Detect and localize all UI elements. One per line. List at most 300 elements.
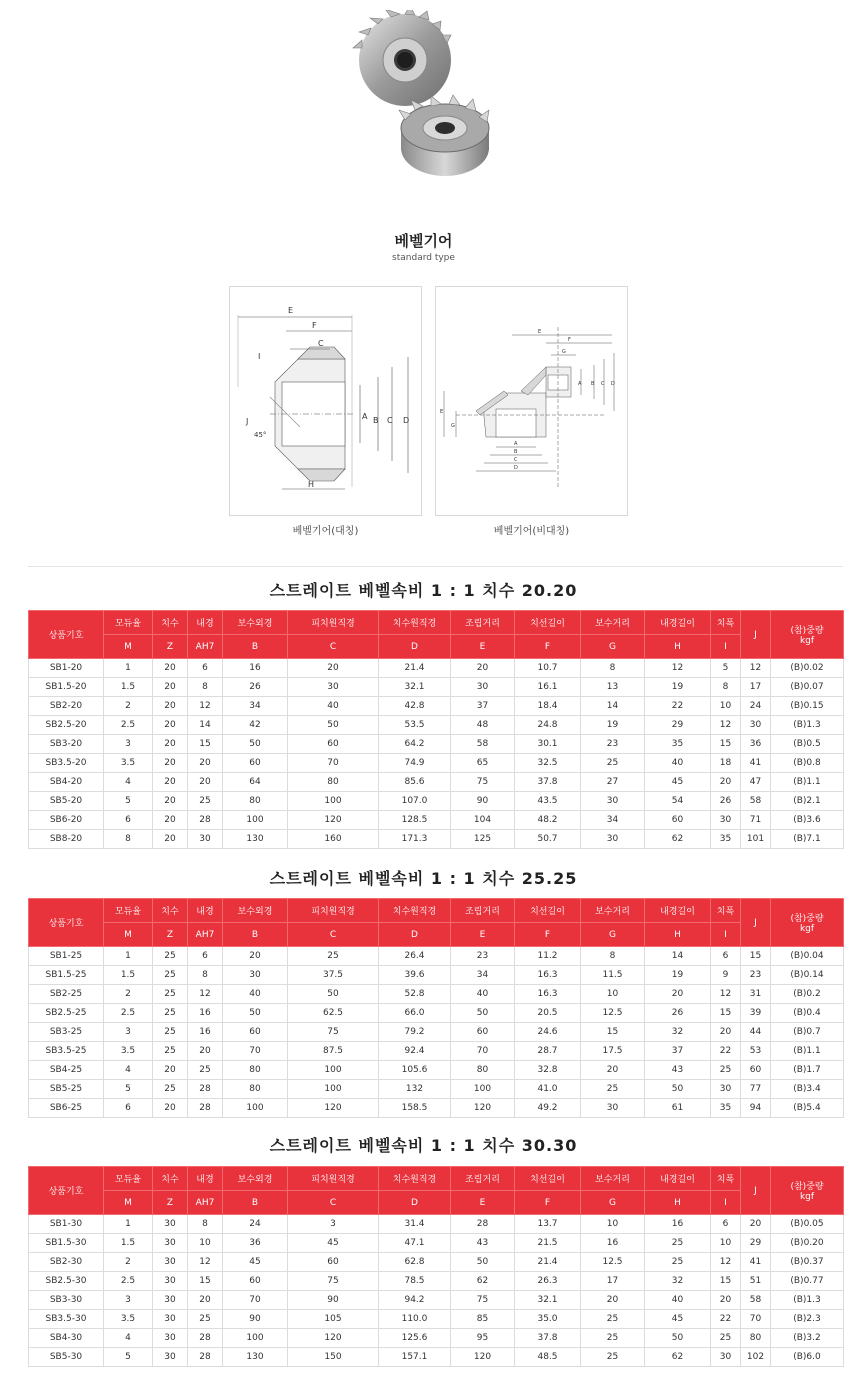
table-cell: 25 xyxy=(581,754,645,773)
table-cell: 25 xyxy=(153,947,188,966)
table-cell: 21.4 xyxy=(379,659,451,678)
table-cell: (B)0.05 xyxy=(771,1215,844,1234)
table-cell: 12 xyxy=(711,985,741,1004)
column-header: 내경 xyxy=(188,611,223,635)
dim-label-c2: C xyxy=(514,457,518,463)
table-row xyxy=(29,735,844,754)
table-cell: 1 xyxy=(104,947,153,966)
table-cell: 120 xyxy=(451,1348,515,1367)
table-cell: 100 xyxy=(223,811,288,830)
table-cell: 49.2 xyxy=(515,1099,581,1118)
table-cell: 20.5 xyxy=(515,1004,581,1023)
table-cell: 20 xyxy=(153,659,188,678)
table-cell: 58 xyxy=(741,1291,771,1310)
column-header: (참)중량 kgf xyxy=(771,1167,844,1215)
table-cell: 35.0 xyxy=(515,1310,581,1329)
table-row xyxy=(29,966,844,985)
table-cell: 61 xyxy=(645,1099,711,1118)
table-cell: 12 xyxy=(711,1253,741,1272)
table-row xyxy=(29,1061,844,1080)
table-cell: 30 xyxy=(153,1234,188,1253)
table-cell: 30 xyxy=(581,830,645,849)
table-cell: 45 xyxy=(645,1310,711,1329)
column-header: J xyxy=(741,611,771,659)
table-cell: 62 xyxy=(645,830,711,849)
table-cell: 10 xyxy=(581,985,645,1004)
table-cell: (B)2.3 xyxy=(771,1310,844,1329)
table-cell: 20 xyxy=(288,659,379,678)
column-header: 조립거리 xyxy=(451,1167,515,1191)
column-subheader: D xyxy=(379,635,451,659)
table-cell: (B)1.3 xyxy=(771,1291,844,1310)
dim-label-f: F xyxy=(568,337,571,343)
table-cell: 50 xyxy=(223,1004,288,1023)
column-header: 조립거리 xyxy=(451,899,515,923)
table-row xyxy=(29,754,844,773)
table-cell: 12 xyxy=(188,697,223,716)
table-cell: 60 xyxy=(645,811,711,830)
table-cell: 14 xyxy=(645,947,711,966)
table-cell: 70 xyxy=(223,1291,288,1310)
column-header: 치수원직경 xyxy=(379,899,451,923)
diagram-asymmetric xyxy=(435,286,628,516)
table-cell: 37.8 xyxy=(515,773,581,792)
table-cell: 87.5 xyxy=(288,1042,379,1061)
table-row xyxy=(29,678,844,697)
product-code-cell: SB1-25 xyxy=(29,947,104,966)
table-cell: 100 xyxy=(288,792,379,811)
table-cell: (B)0.7 xyxy=(771,1023,844,1042)
table-cell: (B)0.14 xyxy=(771,966,844,985)
table-cell: 30 xyxy=(288,678,379,697)
product-title-block xyxy=(0,230,847,263)
table-cell: 1.5 xyxy=(104,966,153,985)
table-cell: 65 xyxy=(451,754,515,773)
product-code-cell: SB6-25 xyxy=(29,1099,104,1118)
table-cell: 58 xyxy=(741,792,771,811)
table-cell: 25 xyxy=(153,985,188,1004)
table-cell: 45 xyxy=(288,1234,379,1253)
column-subheader: C xyxy=(288,923,379,947)
dim-label-j: J xyxy=(246,417,249,426)
table-cell: 2.5 xyxy=(104,1272,153,1291)
table-cell: 3 xyxy=(104,1023,153,1042)
table-cell: 25 xyxy=(153,1004,188,1023)
table-cell: 130 xyxy=(223,1348,288,1367)
table-cell: 45 xyxy=(223,1253,288,1272)
table-cell: 16 xyxy=(645,1215,711,1234)
product-code-cell: SB2.5-20 xyxy=(29,716,104,735)
product-code-cell: SB4-20 xyxy=(29,773,104,792)
product-code-cell: SB2-25 xyxy=(29,985,104,1004)
table-cell: 12 xyxy=(188,1253,223,1272)
table-cell: 20 xyxy=(153,697,188,716)
table-cell: 37.8 xyxy=(515,1329,581,1348)
table-cell: 16.3 xyxy=(515,966,581,985)
table-cell: 31 xyxy=(741,985,771,1004)
table-cell: 30 xyxy=(153,1291,188,1310)
table-cell: 70 xyxy=(451,1042,515,1061)
table-cell: 43 xyxy=(451,1234,515,1253)
product-code-cell: SB5-20 xyxy=(29,792,104,811)
dim-label-a2: A xyxy=(514,441,518,447)
table-cell: 12 xyxy=(645,659,711,678)
table-cell: (B)0.4 xyxy=(771,1004,844,1023)
table-cell: 24 xyxy=(741,697,771,716)
table-cell: 64 xyxy=(223,773,288,792)
table-row xyxy=(29,1291,844,1310)
product-code-cell: SB1-30 xyxy=(29,1215,104,1234)
table-cell: 26 xyxy=(645,1004,711,1023)
product-subtitle: standard type xyxy=(392,253,455,263)
column-subheader: M xyxy=(104,1191,153,1215)
table-cell: 30 xyxy=(153,1272,188,1291)
table-cell: 20 xyxy=(153,1099,188,1118)
table-cell: 51 xyxy=(741,1272,771,1291)
column-header: 피치원직경 xyxy=(288,611,379,635)
column-subheader: E xyxy=(451,923,515,947)
table-cell: 10 xyxy=(188,1234,223,1253)
column-header: 치폭 xyxy=(711,611,741,635)
table-cell: 16 xyxy=(223,659,288,678)
product-code-cell: SB3.5-25 xyxy=(29,1042,104,1061)
table-cell: 8 xyxy=(711,678,741,697)
table-cell: 94 xyxy=(741,1099,771,1118)
table-row xyxy=(29,1215,844,1234)
table-cell: 4 xyxy=(104,1061,153,1080)
dim-label-e2: E xyxy=(440,409,444,415)
table-cell: 5 xyxy=(104,792,153,811)
table-cell: 25 xyxy=(711,1329,741,1348)
table-cell: 20 xyxy=(188,1291,223,1310)
product-code-cell: SB2.5-25 xyxy=(29,1004,104,1023)
table-cell: 60 xyxy=(451,1023,515,1042)
column-header: 치폭 xyxy=(711,899,741,923)
product-code-cell: SB6-20 xyxy=(29,811,104,830)
product-code-cell: SB2-20 xyxy=(29,697,104,716)
table-row xyxy=(29,1099,844,1118)
table-cell: (B)1.3 xyxy=(771,716,844,735)
table-cell: 40 xyxy=(645,1291,711,1310)
table-cell: 100 xyxy=(451,1080,515,1099)
table-cell: 62 xyxy=(645,1348,711,1367)
table-cell: 50 xyxy=(645,1080,711,1099)
table-cell: 80 xyxy=(223,1080,288,1099)
table-cell: 23 xyxy=(741,966,771,985)
table-cell: 60 xyxy=(288,735,379,754)
table-cell: 20 xyxy=(581,1061,645,1080)
table-cell: 25 xyxy=(188,792,223,811)
table-cell: 26 xyxy=(223,678,288,697)
product-code-cell: SB2.5-30 xyxy=(29,1272,104,1291)
table-cell: 25 xyxy=(153,1023,188,1042)
table-cell: 20 xyxy=(223,947,288,966)
column-header: J xyxy=(741,1167,771,1215)
table-cell: 12 xyxy=(188,985,223,1004)
column-header: (참)중량 kgf xyxy=(771,611,844,659)
column-header: 치수 xyxy=(153,611,188,635)
dim-label-c: C xyxy=(318,339,324,348)
table-cell: 34 xyxy=(451,966,515,985)
table-cell: 41 xyxy=(741,1253,771,1272)
table-cell: 35 xyxy=(645,735,711,754)
table-cell: 24 xyxy=(223,1215,288,1234)
table-cell: 22 xyxy=(645,697,711,716)
product-code-cell: SB4-30 xyxy=(29,1329,104,1348)
column-header: 상품기호 xyxy=(29,899,104,947)
product-code-cell: SB1.5-25 xyxy=(29,966,104,985)
column-subheader: Z xyxy=(153,635,188,659)
column-header: (참)중량 kgf xyxy=(771,899,844,947)
table-cell: 100 xyxy=(223,1099,288,1118)
table-cell: 6 xyxy=(104,811,153,830)
table-cell: 30 xyxy=(711,1080,741,1099)
column-header: 보수외경 xyxy=(223,1167,288,1191)
dim-label-a: A xyxy=(362,412,368,421)
table-cell: 43.5 xyxy=(515,792,581,811)
table-cell: 100 xyxy=(223,1329,288,1348)
table-cell: 20 xyxy=(711,773,741,792)
table-cell: 4 xyxy=(104,1329,153,1348)
table-cell: 30 xyxy=(581,1099,645,1118)
table-cell: 12 xyxy=(711,716,741,735)
table-cell: 28 xyxy=(188,1099,223,1118)
table-cell: 71 xyxy=(741,811,771,830)
spec-table xyxy=(28,610,844,849)
dim-label-g2: G xyxy=(451,423,455,429)
product-code-cell: SB3-20 xyxy=(29,735,104,754)
product-code-cell: SB2-30 xyxy=(29,1253,104,1272)
table-cell: 120 xyxy=(451,1099,515,1118)
column-subheader: B xyxy=(223,923,288,947)
dim-label-h: H xyxy=(308,480,315,489)
product-image xyxy=(0,0,847,215)
table-cell: 28 xyxy=(188,1329,223,1348)
column-header: 보수외경 xyxy=(223,899,288,923)
column-subheader: E xyxy=(451,635,515,659)
table-cell: 11.2 xyxy=(515,947,581,966)
column-subheader: AH7 xyxy=(188,635,223,659)
table-cell: 110.0 xyxy=(379,1310,451,1329)
table-cell: 25 xyxy=(288,947,379,966)
table-cell: 20 xyxy=(451,659,515,678)
bevel-gear-image xyxy=(345,10,505,185)
table-cell: 53 xyxy=(741,1042,771,1061)
table-cell: 107.0 xyxy=(379,792,451,811)
table-cell: 80 xyxy=(223,792,288,811)
table-cell: 25 xyxy=(188,1061,223,1080)
dim-label-f: F xyxy=(312,321,317,330)
table-cell: 70 xyxy=(223,1042,288,1061)
column-subheader: AH7 xyxy=(188,1191,223,1215)
table-cell: 6 xyxy=(711,947,741,966)
table-cell: 50 xyxy=(288,985,379,1004)
table-row xyxy=(29,811,844,830)
column-subheader: H xyxy=(645,635,711,659)
table-cell: 30 xyxy=(153,1329,188,1348)
table-cell: 3 xyxy=(288,1215,379,1234)
diagram-caption-symmetric: 베벨기어(대칭) xyxy=(292,526,359,537)
table-cell: 62.8 xyxy=(379,1253,451,1272)
table-cell: 12 xyxy=(741,659,771,678)
table-cell: 90 xyxy=(451,792,515,811)
table-cell: 39.6 xyxy=(379,966,451,985)
table-cell: 20 xyxy=(153,830,188,849)
table-cell: (B)6.0 xyxy=(771,1348,844,1367)
table-cell: 18 xyxy=(711,754,741,773)
table-cell: 23 xyxy=(451,947,515,966)
table-cell: 30 xyxy=(711,1348,741,1367)
table-cell: 79.2 xyxy=(379,1023,451,1042)
table-cell: 20 xyxy=(741,1215,771,1234)
table-cell: 25 xyxy=(581,1329,645,1348)
table-cell: 50 xyxy=(288,716,379,735)
table-cell: 20 xyxy=(581,1291,645,1310)
table-cell: 157.1 xyxy=(379,1348,451,1367)
table-cell: 37 xyxy=(451,697,515,716)
table-row xyxy=(29,830,844,849)
table-cell: 25 xyxy=(153,1042,188,1061)
table-cell: 41.0 xyxy=(515,1080,581,1099)
table-row xyxy=(29,1234,844,1253)
table-cell: 32.1 xyxy=(379,678,451,697)
table-cell: 32 xyxy=(645,1272,711,1291)
table-cell: 5 xyxy=(711,659,741,678)
column-header: 피치원직경 xyxy=(288,899,379,923)
divider xyxy=(28,566,843,567)
column-subheader: H xyxy=(645,1191,711,1215)
column-subheader: C xyxy=(288,635,379,659)
table-cell: 47 xyxy=(741,773,771,792)
table-cell: 15 xyxy=(711,1272,741,1291)
table-cell: 20 xyxy=(153,773,188,792)
table-cell: 42 xyxy=(223,716,288,735)
table-cell: 1.5 xyxy=(104,1234,153,1253)
table-cell: 6 xyxy=(188,659,223,678)
table-cell: 8 xyxy=(104,830,153,849)
table-cell: 30 xyxy=(188,830,223,849)
table-row xyxy=(29,1253,844,1272)
column-header: J xyxy=(741,899,771,947)
table-cell: (B)0.77 xyxy=(771,1272,844,1291)
table-cell: 100 xyxy=(288,1080,379,1099)
dim-label-c2: C xyxy=(387,416,393,425)
column-header: 내경길이 xyxy=(645,899,711,923)
table-cell: 150 xyxy=(288,1348,379,1367)
table-cell: 15 xyxy=(711,735,741,754)
table-cell: 60 xyxy=(223,754,288,773)
table-cell: 44 xyxy=(741,1023,771,1042)
column-subheader: Z xyxy=(153,1191,188,1215)
table-cell: 130 xyxy=(223,830,288,849)
table-cell: 32.1 xyxy=(515,1291,581,1310)
table-cell: 2.5 xyxy=(104,716,153,735)
dim-label-d: D xyxy=(611,381,615,387)
table-cell: 25 xyxy=(645,1253,711,1272)
table-cell: 15 xyxy=(581,1023,645,1042)
table-cell: (B)1.1 xyxy=(771,773,844,792)
table-cell: (B)0.2 xyxy=(771,985,844,1004)
table-cell: 47.1 xyxy=(379,1234,451,1253)
table-cell: 23 xyxy=(581,735,645,754)
dim-label-b: B xyxy=(373,416,379,425)
table-cell: 12.5 xyxy=(581,1004,645,1023)
table-cell: 60 xyxy=(741,1061,771,1080)
diagram-caption-asymmetric: 베벨기어(비대칭) xyxy=(493,526,570,537)
column-header: 보수거리 xyxy=(581,899,645,923)
table-cell: 70 xyxy=(288,754,379,773)
column-subheader: M xyxy=(104,923,153,947)
table-cell: (B)1.7 xyxy=(771,1061,844,1080)
column-subheader: G xyxy=(581,923,645,947)
table-cell: 37 xyxy=(645,1042,711,1061)
column-subheader: B xyxy=(223,1191,288,1215)
table-cell: 26.4 xyxy=(379,947,451,966)
table-cell: 105.6 xyxy=(379,1061,451,1080)
table-cell: 30 xyxy=(153,1310,188,1329)
table-cell: 19 xyxy=(645,966,711,985)
table-cell: 3 xyxy=(104,1291,153,1310)
table-cell: 45 xyxy=(645,773,711,792)
table-cell: (B)0.15 xyxy=(771,697,844,716)
table-cell: 10 xyxy=(581,1215,645,1234)
table-cell: 26.3 xyxy=(515,1272,581,1291)
column-header: 치수원직경 xyxy=(379,1167,451,1191)
table-cell: 14 xyxy=(581,697,645,716)
table-cell: 52.8 xyxy=(379,985,451,1004)
column-header: 보수거리 xyxy=(581,611,645,635)
table-cell: 11.5 xyxy=(581,966,645,985)
product-code-cell: SB3-25 xyxy=(29,1023,104,1042)
table-cell: 29 xyxy=(741,1234,771,1253)
table-cell: 36 xyxy=(741,735,771,754)
table-cell: 90 xyxy=(288,1291,379,1310)
product-code-cell: SB8-20 xyxy=(29,830,104,849)
table-cell: 30 xyxy=(223,966,288,985)
table-cell: 75 xyxy=(288,1023,379,1042)
table-cell: 102 xyxy=(741,1348,771,1367)
table-cell: 25 xyxy=(581,1310,645,1329)
table-cell: 77 xyxy=(741,1080,771,1099)
table-cell: (B)0.37 xyxy=(771,1253,844,1272)
column-header: 치수 xyxy=(153,1167,188,1191)
table-cell: 35 xyxy=(711,1099,741,1118)
table-cell: 1 xyxy=(104,1215,153,1234)
column-subheader: I xyxy=(711,635,741,659)
table-cell: 10.7 xyxy=(515,659,581,678)
table-cell: 125 xyxy=(451,830,515,849)
table-cell: 17.5 xyxy=(581,1042,645,1061)
table-cell: 28.7 xyxy=(515,1042,581,1061)
column-header: 내경길이 xyxy=(645,611,711,635)
column-header: 내경 xyxy=(188,899,223,923)
column-header: 모듀율 xyxy=(104,899,153,923)
table-cell: 2 xyxy=(104,1253,153,1272)
table-cell: 58 xyxy=(451,735,515,754)
column-subheader: Z xyxy=(153,923,188,947)
column-subheader: D xyxy=(379,1191,451,1215)
table-cell: 6 xyxy=(188,947,223,966)
table-cell: (B)0.04 xyxy=(771,947,844,966)
section-title: 스트레이트 베벨속비 1 : 1 치수 20.20 xyxy=(269,581,578,600)
table-cell: 60 xyxy=(223,1023,288,1042)
table-cell: 34 xyxy=(581,811,645,830)
dim-label-angle: 45° xyxy=(254,431,267,439)
table-cell: 50 xyxy=(451,1004,515,1023)
table-cell: 30 xyxy=(581,792,645,811)
column-header: 상품기호 xyxy=(29,611,104,659)
table-cell: 85.6 xyxy=(379,773,451,792)
